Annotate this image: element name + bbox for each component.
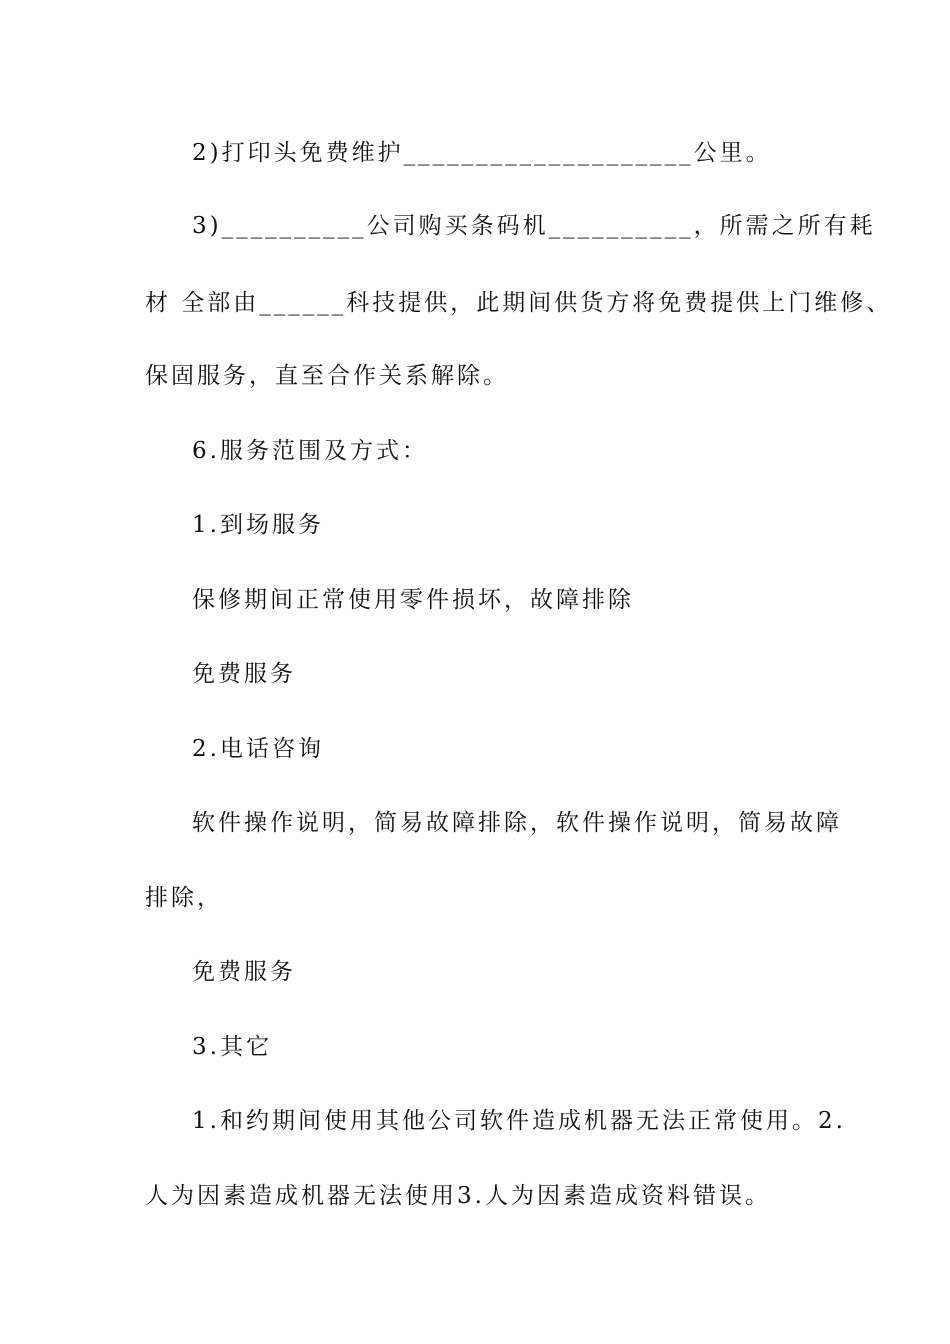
paragraph-line: 免费服务 [192, 959, 296, 985]
paragraph-line: 人为因素造成机器无法使用3.人为因素造成资料错误。 [145, 1183, 771, 1209]
paragraph-line: 材 全部由______科技提供，此期间供货方将免费提供上门维修、 [145, 290, 893, 316]
section-heading: 6.服务范围及方式： [192, 438, 428, 464]
list-item: 3.其它 [192, 1034, 272, 1060]
paragraph-line: 排除， [145, 885, 223, 911]
paragraph-line: 免费服务 [192, 661, 296, 687]
list-item: 1.到场服务 [192, 512, 324, 538]
paragraph-line: 保固服务，直至合作关系解除。 [145, 363, 509, 389]
paragraph-line: 1.和约期间使用其他公司软件造成机器无法正常使用。2. [192, 1108, 846, 1134]
paragraph-line: 软件操作说明，简易故障排除，软件操作说明，简易故障 [192, 810, 842, 836]
paragraph-line: 3)__________公司购买条码机__________，所需之所有耗 [192, 213, 876, 239]
paragraph-line: 2)打印头免费维护____________________公里。 [192, 140, 772, 166]
list-item: 2.电话咨询 [192, 736, 324, 762]
paragraph-line: 保修期间正常使用零件损坏，故障排除 [192, 587, 634, 613]
